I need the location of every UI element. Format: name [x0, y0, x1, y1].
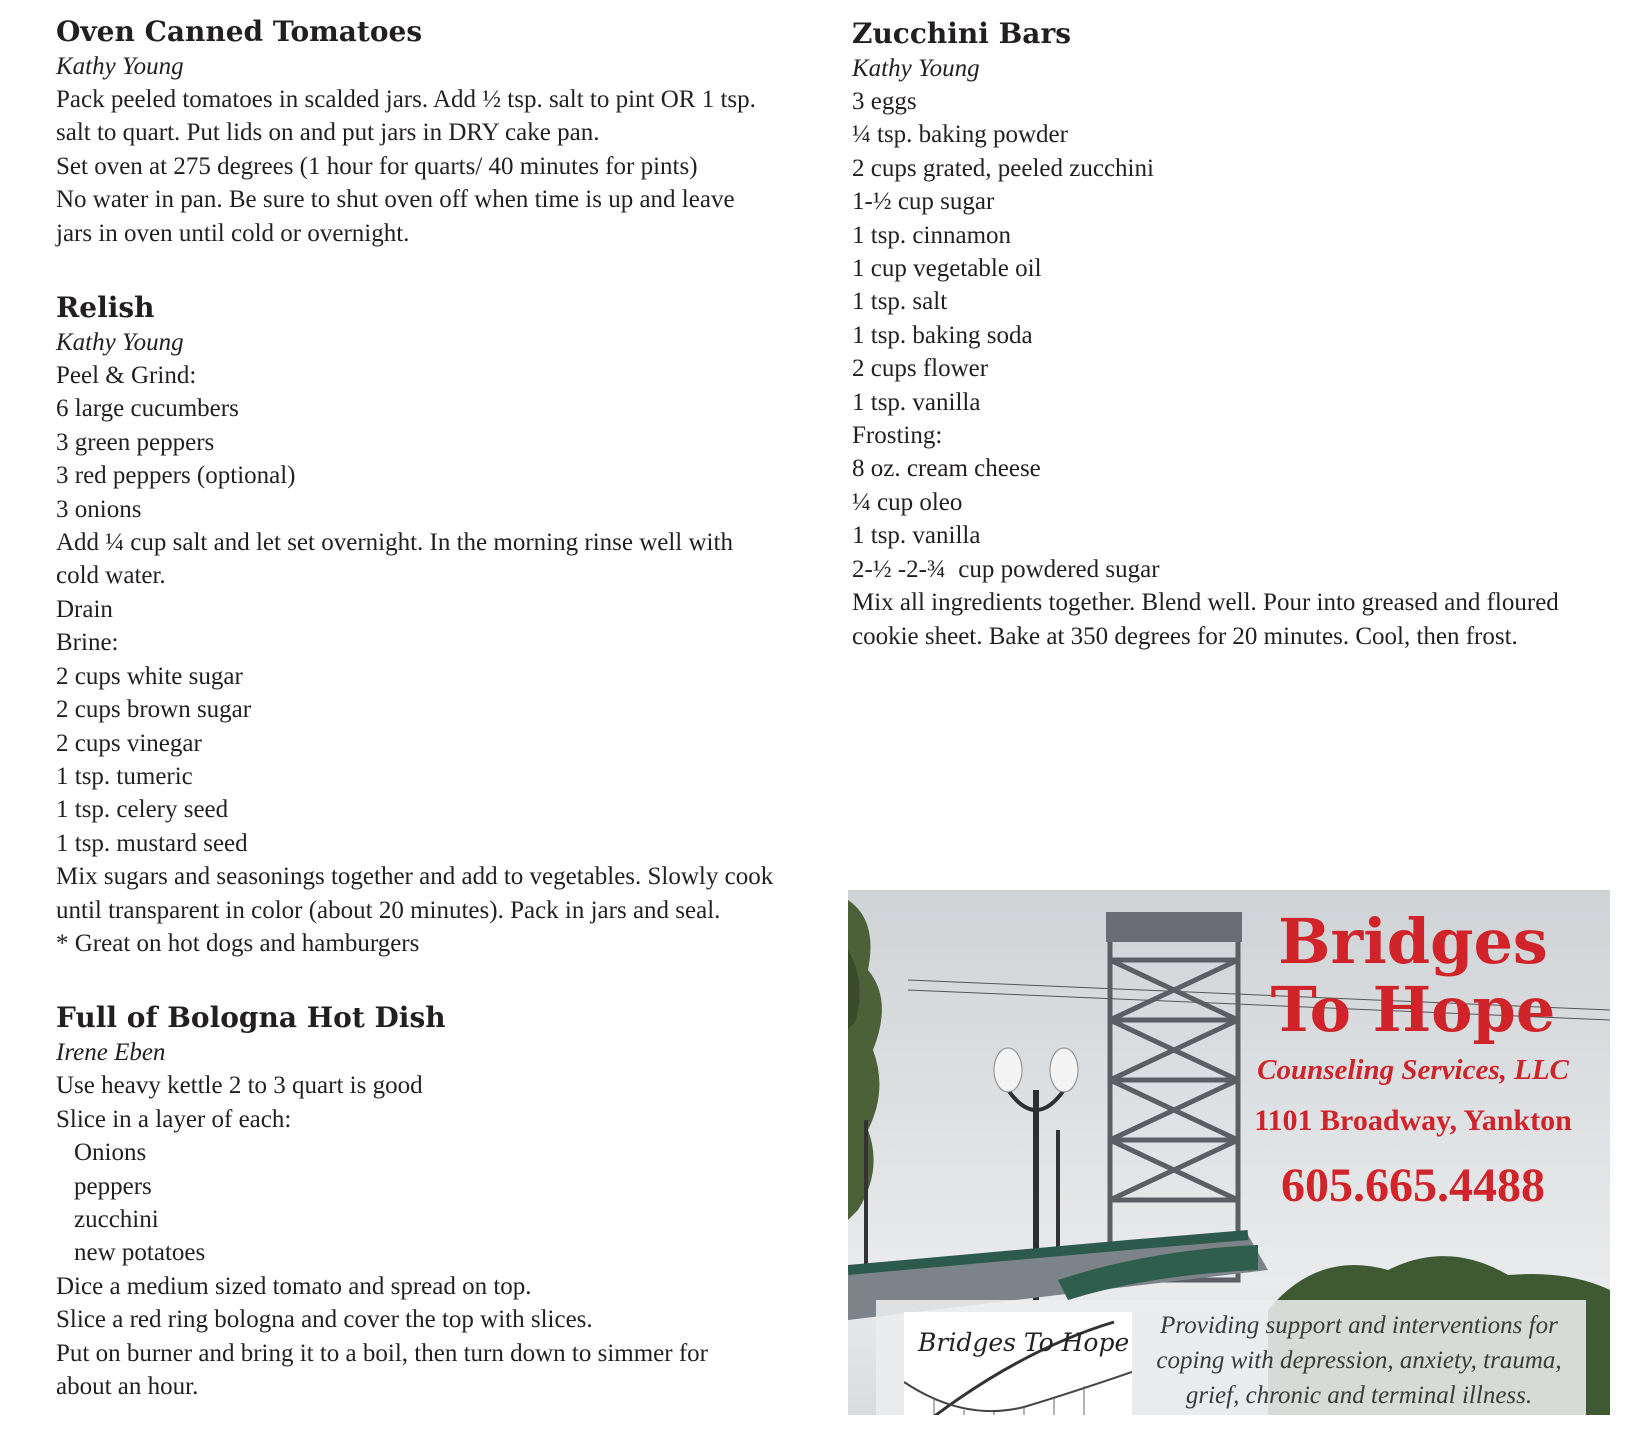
brand-name: [1243, 905, 1583, 1046]
recipe-line: Slice a red ring bologna and cover the top with slices.: [56, 1306, 593, 1334]
recipe-line: until transparent in color (about 20 minutes). Pack in jars and seal.: [56, 896, 721, 924]
brand-line-2: To Hope: [1270, 973, 1556, 1046]
ad-phone: 605.665.4488: [1281, 1159, 1545, 1212]
recipe-line: 2 cups grated, peeled zucchini: [852, 154, 1154, 182]
recipe-line: 2 cups flower: [852, 355, 989, 383]
recipe-line: ¼ tsp. baking powder: [852, 121, 1068, 149]
recipe-line: 3 green peppers: [56, 428, 215, 456]
recipe-line: cookie sheet. Bake at 350 degrees for 20 minutes. Cool, then frost.: [852, 622, 1518, 650]
recipe-line: Onions: [74, 1139, 147, 1167]
recipe-line: salt to quart. Put lids on and put jars in DRY cake pan.: [56, 119, 600, 147]
ad-info-panel: [876, 1300, 1586, 1415]
recipe-line: 1 tsp. baking soda: [852, 321, 1033, 349]
recipe-line: Frosting:: [852, 422, 943, 450]
recipe-line: 1 tsp. tumeric: [56, 762, 193, 790]
recipe-line: cold water.: [56, 562, 166, 590]
recipe-line: 1 tsp. vanilla: [852, 522, 981, 550]
recipe-line: 1 tsp. salt: [852, 288, 948, 316]
recipe-author: Kathy Young: [852, 55, 980, 82]
recipe-line: Pack peeled tomatoes in scalded jars. Add ½ tsp. salt to pint OR 1 tsp.: [56, 86, 756, 113]
recipe-title: Relish: [56, 291, 155, 325]
recipe-line: about an hour.: [56, 1373, 199, 1400]
recipe-line: Add ¼ cup salt and let set overnight. In the morning rinse well with: [56, 529, 733, 557]
recipe-line: 2 cups brown sugar: [56, 696, 252, 724]
recipe-title: Oven Canned Tomatoes: [56, 15, 423, 48]
recipe-line: peppers: [74, 1172, 152, 1200]
recipe-line: zucchini: [74, 1205, 159, 1233]
recipe-line: 1 tsp. celery seed: [56, 796, 229, 824]
recipe-line: 1-½ cup sugar: [852, 188, 995, 216]
brand-line-1: Bridges: [1278, 905, 1548, 978]
recipe-line: 2 cups white sugar: [56, 662, 243, 690]
recipe-author: Irene Eben: [56, 1039, 166, 1067]
recipe-line: Mix sugars and seasonings together and add to vegetables. Slowly cook: [56, 863, 774, 891]
advertisement: [848, 890, 1610, 1415]
recipe-line: Dice a medium sized tomato and spread on top.: [56, 1272, 532, 1300]
recipe-line: Set oven at 275 degrees (1 hour for quarts/ 40 minutes for pints): [56, 152, 698, 180]
recipe-line: 1 tsp. cinnamon: [852, 221, 1012, 249]
ad-address: 1101 Broadway, Yankton: [1254, 1104, 1572, 1137]
recipe-line: Slice in a layer of each:: [56, 1105, 292, 1133]
recipe-line: 6 large cucumbers: [56, 395, 239, 423]
logo-text: Bridges To Hope: [918, 1328, 1130, 1357]
right-column: [852, 16, 1612, 693]
recipe-line: Put on burner and bring it to a boil, then turn down to simmer for: [56, 1339, 708, 1367]
recipe-line: 2-½ -2-¾ cup powdered sugar: [852, 555, 1160, 583]
recipe-line: 3 onions: [56, 495, 142, 523]
recipe-line: No water in pan. Be sure to shut oven off when time is up and leave: [56, 186, 735, 214]
ad-description: Providing support and interventions for coping with depression, anxiety, trauma, grief, chronic and terminal illness.: [1156, 1312, 1562, 1409]
logo: [904, 1312, 1132, 1415]
recipe-title: Zucchini Bars: [852, 17, 1071, 50]
recipe: [56, 14, 826, 250]
recipe-author: Kathy Young: [56, 53, 184, 80]
ad-tagline: Counseling Services, LLC: [1257, 1054, 1569, 1086]
recipe-line: 1 cup vegetable oil: [852, 255, 1042, 283]
recipe-line: Peel & Grind:: [56, 362, 197, 390]
recipe-line: jars in oven until cold or overnight.: [56, 219, 410, 247]
recipe-title: Full of Bologna Hot Dish: [56, 1001, 446, 1035]
recipe-line: Drain: [56, 595, 113, 623]
recipe-line: 2 cups vinegar: [56, 729, 202, 757]
recipe: [56, 1000, 826, 1403]
recipe-line: 1 tsp. vanilla: [852, 388, 981, 416]
recipe-line: 1 tsp. mustard seed: [56, 829, 248, 857]
recipe-line: Use heavy kettle 2 to 3 quart is good: [56, 1072, 423, 1100]
recipe-author: Kathy Young: [56, 329, 184, 357]
recipe-line: 3 eggs: [852, 88, 917, 115]
recipe-line: * Great on hot dogs and hamburgers: [56, 929, 420, 957]
recipe-line: new potatoes: [74, 1239, 206, 1267]
recipe-line: Brine:: [56, 629, 119, 657]
recipe: [56, 290, 826, 960]
recipe-line: ¼ cup oleo: [852, 488, 963, 516]
recipe-line: Mix all ingredients together. Blend well. Pour into greased and floured: [852, 589, 1559, 617]
left-column: [56, 14, 826, 1443]
recipe-line: 8 oz. cream cheese: [852, 455, 1041, 483]
recipe: [852, 16, 1612, 653]
recipe-line: 3 red peppers (optional): [56, 462, 296, 490]
